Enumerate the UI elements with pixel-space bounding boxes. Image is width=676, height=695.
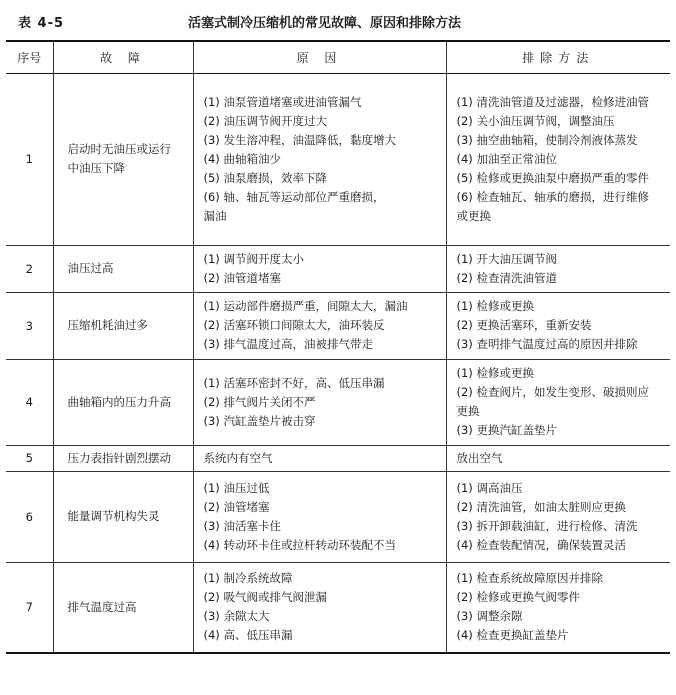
fix-cell xyxy=(446,445,670,471)
table-row xyxy=(6,292,670,359)
fix-item: (2) 检查阀片，如发生变形、破损则应 xyxy=(456,385,649,399)
table-body xyxy=(6,73,670,653)
fix-cell xyxy=(446,245,670,292)
fault-cell xyxy=(53,292,193,359)
fix-item: (1) 检修或更换 xyxy=(456,299,534,313)
cause-item: (3) 排气温度过高，油被排气带走 xyxy=(203,337,373,351)
row-number: 4 xyxy=(6,359,53,445)
cause-item: (4) 高、低压串漏 xyxy=(203,628,293,643)
fix-item: (3) 调整余隙 xyxy=(456,609,523,624)
cause-item: (1) 运动部件磨损严重，间隙太大，漏油 xyxy=(203,299,408,313)
fault-text: 压力表指针剧烈摆动 xyxy=(67,450,171,465)
cause-item: (2) 油管道堵塞 xyxy=(203,270,281,285)
cause-cell xyxy=(193,245,446,292)
row-number: 2 xyxy=(6,245,53,292)
table-row xyxy=(6,73,670,245)
fault-text: 启动时无油压或运行 xyxy=(67,142,171,156)
fix-cell xyxy=(446,471,670,562)
cause-item: (2) 油管堵塞 xyxy=(203,499,270,514)
fault-text: 中油压下降 xyxy=(67,161,125,175)
fix-item: (1) 清洗油管道及过滤器，检修进油管 xyxy=(456,94,649,109)
fault-text: 能量调节机构失灵 xyxy=(67,509,160,523)
cause-item: (1) 制冷系统故障 xyxy=(203,571,293,586)
fix-item: (3) 更换汽缸盖垫片 xyxy=(456,423,557,437)
table-caption xyxy=(8,10,668,34)
fault-text: 压缩机耗油过多 xyxy=(67,318,148,332)
fix-item: (5) 检修或更换油泵中磨损严重的零件 xyxy=(456,170,649,185)
fault-cell xyxy=(53,359,193,445)
fix-item: (2) 更换活塞环，重新安装 xyxy=(456,318,592,332)
fault-text: 油压过高 xyxy=(67,261,114,275)
cause-item: (5) 油泵磨损，效率下降 xyxy=(203,170,327,185)
cause-item: (3) 发生溶冲程，油温降低，黏度增大 xyxy=(203,132,396,147)
fault-cell xyxy=(53,73,193,245)
fix-item: (1) 开大油压调节阀 xyxy=(456,251,557,266)
fix-item: (4) 检查装配情况，确保装置灵活 xyxy=(456,537,626,552)
cause-item: 系统内有空气 xyxy=(203,450,273,465)
fault-table xyxy=(6,40,670,654)
table-row xyxy=(6,359,670,445)
cause-item: (2) 活塞环锁口间隙太大，油环装反 xyxy=(203,318,385,332)
header-fix: 排除方法 xyxy=(446,41,670,73)
cause-cell xyxy=(193,359,446,445)
header-fault: 故 障 xyxy=(53,41,193,73)
fix-item: 更换 xyxy=(456,404,480,418)
cause-cell xyxy=(193,562,446,653)
fix-item: (2) 检查清洗油管道 xyxy=(456,270,557,285)
cause-item: (1) 油泵管道堵塞或进油管漏气 xyxy=(203,94,362,109)
fix-item: 放出空气 xyxy=(456,450,503,465)
fault-cell xyxy=(53,245,193,292)
header-cause: 原 因 xyxy=(193,41,446,73)
fix-cell xyxy=(446,73,670,245)
fix-item: (1) 调高油压 xyxy=(456,480,523,495)
fix-cell xyxy=(446,562,670,653)
fix-item: (3) 拆开卸载油缸，进行检修、清洗 xyxy=(456,518,638,533)
cause-item: (4) 曲轴箱油少 xyxy=(203,151,281,166)
cause-item: (1) 油压过低 xyxy=(203,480,270,495)
table-title: 活塞式制冷压缩机的常见故障、原因和排除方法 xyxy=(188,16,462,31)
cause-cell xyxy=(193,292,446,359)
table-row xyxy=(6,245,670,292)
fault-text: 排气温度过高 xyxy=(67,599,137,614)
row-number: 5 xyxy=(6,445,53,471)
row-number: 7 xyxy=(6,562,53,653)
fix-item: (1) 检查系统故障原因并排除 xyxy=(456,571,603,586)
row-number: 1 xyxy=(6,73,53,245)
fix-item: 或更换 xyxy=(456,208,491,223)
fix-item: (1) 检修或更换 xyxy=(456,366,534,380)
cause-item: (6) 轴、轴瓦等运动部位严重磨损， xyxy=(203,189,385,204)
fix-cell xyxy=(446,359,670,445)
cause-cell xyxy=(193,73,446,245)
table-header xyxy=(6,41,670,73)
fix-item: (2) 清洗油管，如油太脏则应更换 xyxy=(456,499,626,514)
table-label: 表 4-5 xyxy=(18,16,65,31)
cause-item: 漏油 xyxy=(203,208,227,223)
fault-cell xyxy=(53,562,193,653)
cause-item: (2) 吸气阀或排气阀泄漏 xyxy=(203,590,327,605)
header-no: 序号 xyxy=(6,41,53,73)
cause-item: (4) 转动环卡住或拉杆转动环装配不当 xyxy=(203,537,396,552)
cause-cell xyxy=(193,445,446,471)
cause-item: (1) 活塞环密封不好，高、低压串漏 xyxy=(203,375,385,390)
table-row xyxy=(6,445,670,471)
cause-cell xyxy=(193,471,446,562)
fix-item: (4) 检查更换缸盖垫片 xyxy=(456,628,569,643)
table-row xyxy=(6,562,670,653)
fix-cell xyxy=(446,292,670,359)
cause-item: (1) 调节阀开度太小 xyxy=(203,251,304,266)
fault-text: 曲轴箱内的压力升高 xyxy=(67,394,171,409)
fix-item: (3) 抽空曲轴箱，使制冷剂液体蒸发 xyxy=(456,132,638,147)
fix-item: (2) 关小油压调节阀，调整油压 xyxy=(456,113,615,128)
row-number: 3 xyxy=(6,292,53,359)
cause-item: (3) 汽缸盖垫片被击穿 xyxy=(203,413,316,428)
cause-item: (3) 余隙太大 xyxy=(203,609,270,624)
fault-cell xyxy=(53,471,193,562)
fix-item: (4) 加油至正常油位 xyxy=(456,151,557,166)
cause-item: (2) 排气阀片关闭不严 xyxy=(203,394,316,409)
cause-item: (3) 油活塞卡住 xyxy=(203,518,281,533)
fault-cell xyxy=(53,445,193,471)
row-number: 6 xyxy=(6,471,53,562)
fix-item: (2) 检修或更换气阀零件 xyxy=(456,590,580,605)
table-row xyxy=(6,471,670,562)
fix-item: (6) 检查轴瓦、轴承的磨损，进行维修 xyxy=(456,189,649,204)
cause-item: (2) 油压调节阀开度过大 xyxy=(203,113,327,128)
fix-item: (3) 查明排气温度过高的原因并排除 xyxy=(456,337,638,351)
